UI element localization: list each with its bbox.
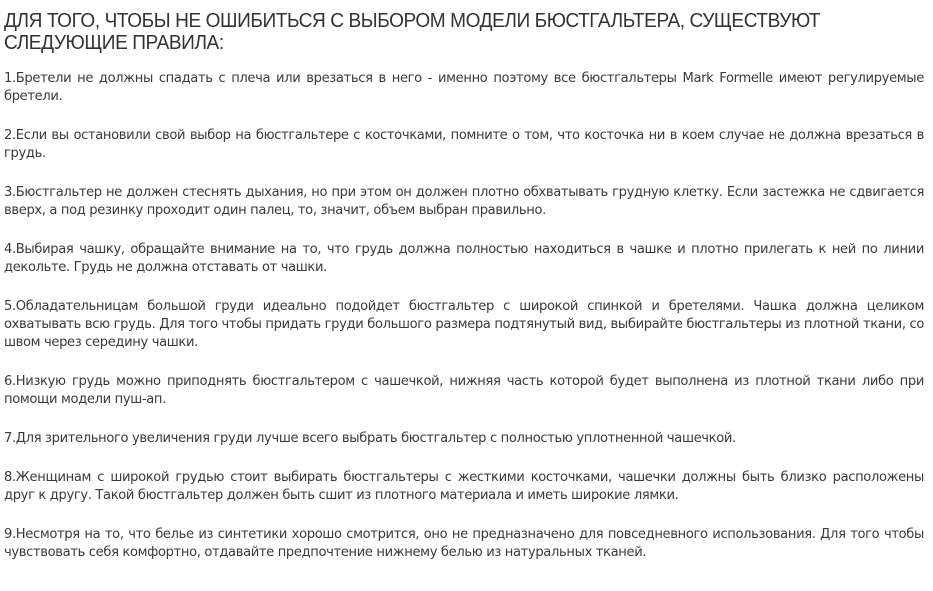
rule-item-6: 6.Низкую грудь можно приподнять бюстгальтером с чашечкой, нижняя часть которой будет выполнена из плотной ткани либо при помощи модели пуш-ап. [4, 374, 924, 407]
rule-item-9: 9.Несмотря на то, что белье из синтетики хорошо смотрится, оно не предназначено для повседневного использования. Для того чтобы чувствовать себя комфортно, отдавайте предпочтение нижнему белью из натуральных тканей. [4, 527, 924, 560]
rule-item-3: 3.Бюстгальтер не должен стеснять дыхания, но при этом он должен плотно обхватывать грудную клетку. Если застежка не сдвигается вверх, а под резинку проходит один палец, то, значит, объем выбран правильно. [4, 185, 924, 218]
article [4, 10, 924, 583]
rule-item-7: 7.Для зрительного увеличения груди лучше всего выбрать бюстгальтер с полностью уплотненной чашечкой. [4, 431, 736, 446]
rule-item-4: 4.Выбирая чашку, обращайте внимание на то, что грудь должна полностью находиться в чашке и плотно прилегать к ней по линии декольте. Грудь не должна отставать от чашки. [4, 242, 924, 275]
page-title: ДЛЯ ТОГО, ЧТОБЫ НЕ ОШИБИТЬСЯ С ВЫБОРОМ МОДЕЛИ БЮСТГАЛЬТЕРА, СУЩЕСТВУЮТ СЛЕДУЮЩИЕ ПРАВИЛА: [4, 9, 821, 54]
rule-item-5: 5.Обладательницам большой груди идеально подойдет бюстгальтер с широкой спинкой и бретелями. Чашка должна целиком охватывать всю грудь. Для того чтобы придать груди большого размера подтянутый вид, выбирайте бюстгальтеры из плотной ткани, со швом через середину чашки. [4, 299, 924, 350]
rules-list [4, 70, 924, 562]
rule-item-1: 1.Бретели не должны спадать с плеча или врезаться в него - именно поэтому все бюстгальтеры Mark Formelle имеют регулируемые бретели. [4, 71, 924, 104]
rule-item-8: 8.Женщинам с широкой грудью стоит выбирать бюстгальтеры с жесткими косточками, чашечки должны быть близко расположены друг к другу. Такой бюстгальтер должен быть сшит из плотного материала и иметь широкие лямки. [4, 470, 924, 503]
rule-item-2: 2.Если вы остановили свой выбор на бюстгальтере с косточками, помните о том, что косточка ни в коем случае не должна врезаться в грудь. [4, 128, 924, 161]
